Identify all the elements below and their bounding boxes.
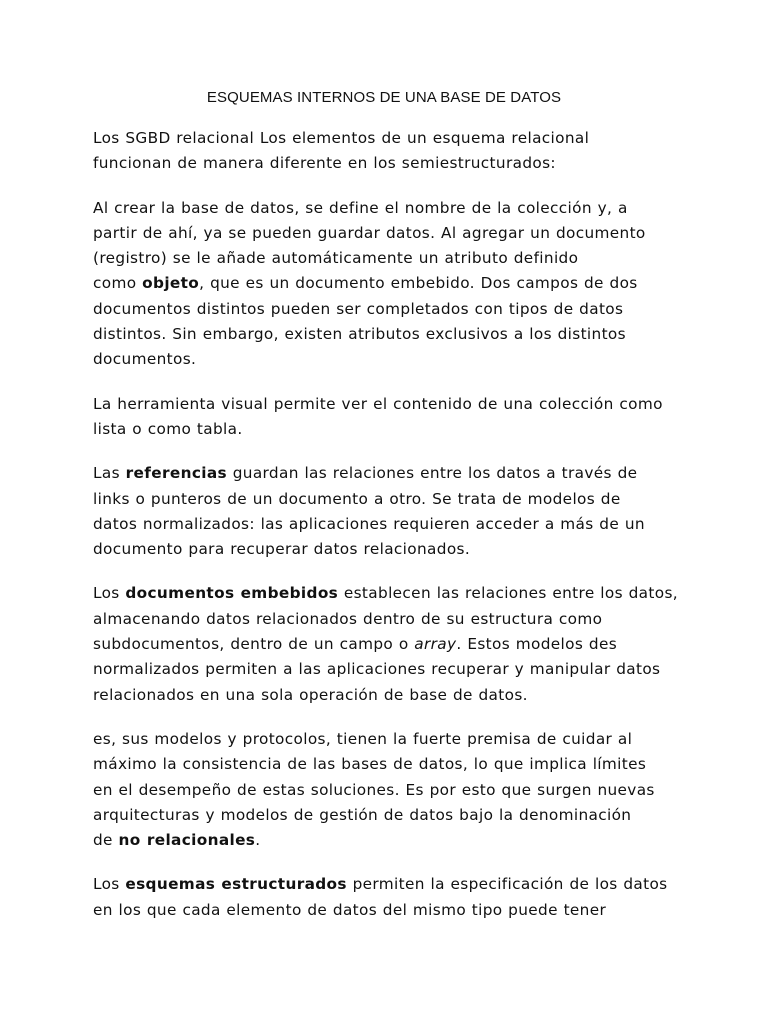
text-line	[93, 271, 675, 296]
text-run: (registro) se le añade automáticamente un atributo definido	[93, 249, 579, 268]
text-run: de	[93, 831, 119, 850]
paragraph	[93, 872, 675, 923]
text-line	[93, 461, 675, 486]
text-run: documentos.	[93, 350, 197, 369]
text-line	[93, 632, 675, 657]
text-run: Los SGBD relacional Los elementos de un esquema relacional	[93, 129, 590, 147]
text-run: permiten la especificación de los datos	[346, 875, 668, 894]
bold-text: no relacionales	[118, 831, 256, 850]
text-run: subdocumentos, dentro de un campo o	[93, 635, 415, 654]
text-line	[93, 297, 675, 322]
text-run: links o punteros de un documento a otro. Se trata de modelos de	[93, 489, 621, 508]
text-line	[93, 727, 675, 752]
text-run: Las	[93, 464, 126, 483]
text-run: es, sus modelos y protocolos, tienen la fuerte premisa de cuidar al	[93, 729, 633, 748]
text-run: Los	[93, 584, 126, 603]
text-run: relacionados en una sola operación de base de datos.	[93, 685, 528, 704]
text-run: documentos distintos pueden ser completados con tipos de datos	[93, 299, 624, 318]
text-line	[93, 487, 675, 512]
text-line	[93, 196, 675, 221]
text-run: máximo la consistencia de las bases de datos, lo que implica límites	[93, 755, 647, 774]
text-line	[93, 322, 675, 347]
text-line	[93, 752, 675, 777]
text-line	[93, 803, 675, 828]
text-run: documento para recuperar datos relacionados.	[93, 540, 471, 559]
text-run: , que es un documento embebido. Dos campos de dos	[199, 274, 638, 293]
text-run: normalizados permiten a las aplicaciones recuperar y manipular datos	[93, 660, 661, 679]
text-line	[93, 347, 675, 372]
text-line	[93, 537, 675, 562]
text-line	[93, 607, 675, 632]
text-run: guardan las relaciones entre los datos a través de	[227, 464, 638, 483]
bold-text: referencias	[125, 464, 227, 483]
text-line	[93, 512, 675, 537]
text-line	[93, 581, 678, 606]
text-run: distintos. Sin embargo, existen atributos exclusivos a los distintos	[93, 325, 626, 344]
text-run: como	[93, 274, 143, 293]
text-run: arquitecturas y modelos de gestión de datos bajo la denominación	[93, 805, 632, 824]
text-line	[93, 417, 675, 442]
text-line	[93, 392, 675, 417]
document-title: ESQUEMAS INTERNOS DE UNA BASE DE DATOS	[206, 89, 562, 106]
text-line	[93, 151, 675, 176]
paragraph	[93, 392, 675, 443]
bold-text: esquemas estructurados	[125, 875, 347, 894]
text-line	[93, 828, 675, 853]
text-run: La herramienta visual permite ver el contenido de una colección como	[93, 394, 663, 413]
text-line	[93, 898, 675, 923]
text-run: . Estos modelos des	[456, 635, 618, 654]
text-line	[93, 221, 675, 246]
text-run: partir de ahí, ya se pueden guardar datos. Al agregar un documento	[93, 223, 646, 242]
text-run: en los que cada elemento de datos del mismo tipo puede tener	[93, 900, 607, 919]
text-line	[93, 657, 675, 682]
paragraph	[93, 126, 675, 177]
text-run: lista o como tabla.	[93, 419, 243, 438]
paragraph	[93, 461, 675, 562]
text-run: Al crear la base de datos, se define el nombre de la colección y, a	[93, 198, 628, 217]
text-line	[93, 683, 675, 708]
text-run: .	[255, 831, 261, 850]
paragraph	[93, 581, 678, 707]
paragraph	[93, 727, 675, 853]
paragraph	[93, 196, 675, 373]
text-run: funcionan de manera diferente en los semiestructurados:	[93, 154, 556, 173]
text-run: Los	[93, 875, 126, 894]
text-line	[93, 778, 675, 803]
text-line	[93, 126, 675, 151]
text-run: en el desempeño de estas soluciones. Es por esto que surgen nuevas	[93, 780, 655, 799]
document-body	[93, 126, 678, 923]
text-run: establecen las relaciones entre los datos,	[338, 584, 678, 603]
bold-text: objeto	[142, 274, 200, 293]
italic-text: array	[414, 635, 457, 654]
text-line	[93, 872, 675, 897]
text-line	[93, 246, 675, 271]
text-run: datos normalizados: las aplicaciones requieren acceder a más de un	[93, 514, 645, 533]
bold-text: documentos embebidos	[125, 584, 339, 603]
text-run: almacenando datos relacionados dentro de su estructura como	[93, 609, 603, 628]
